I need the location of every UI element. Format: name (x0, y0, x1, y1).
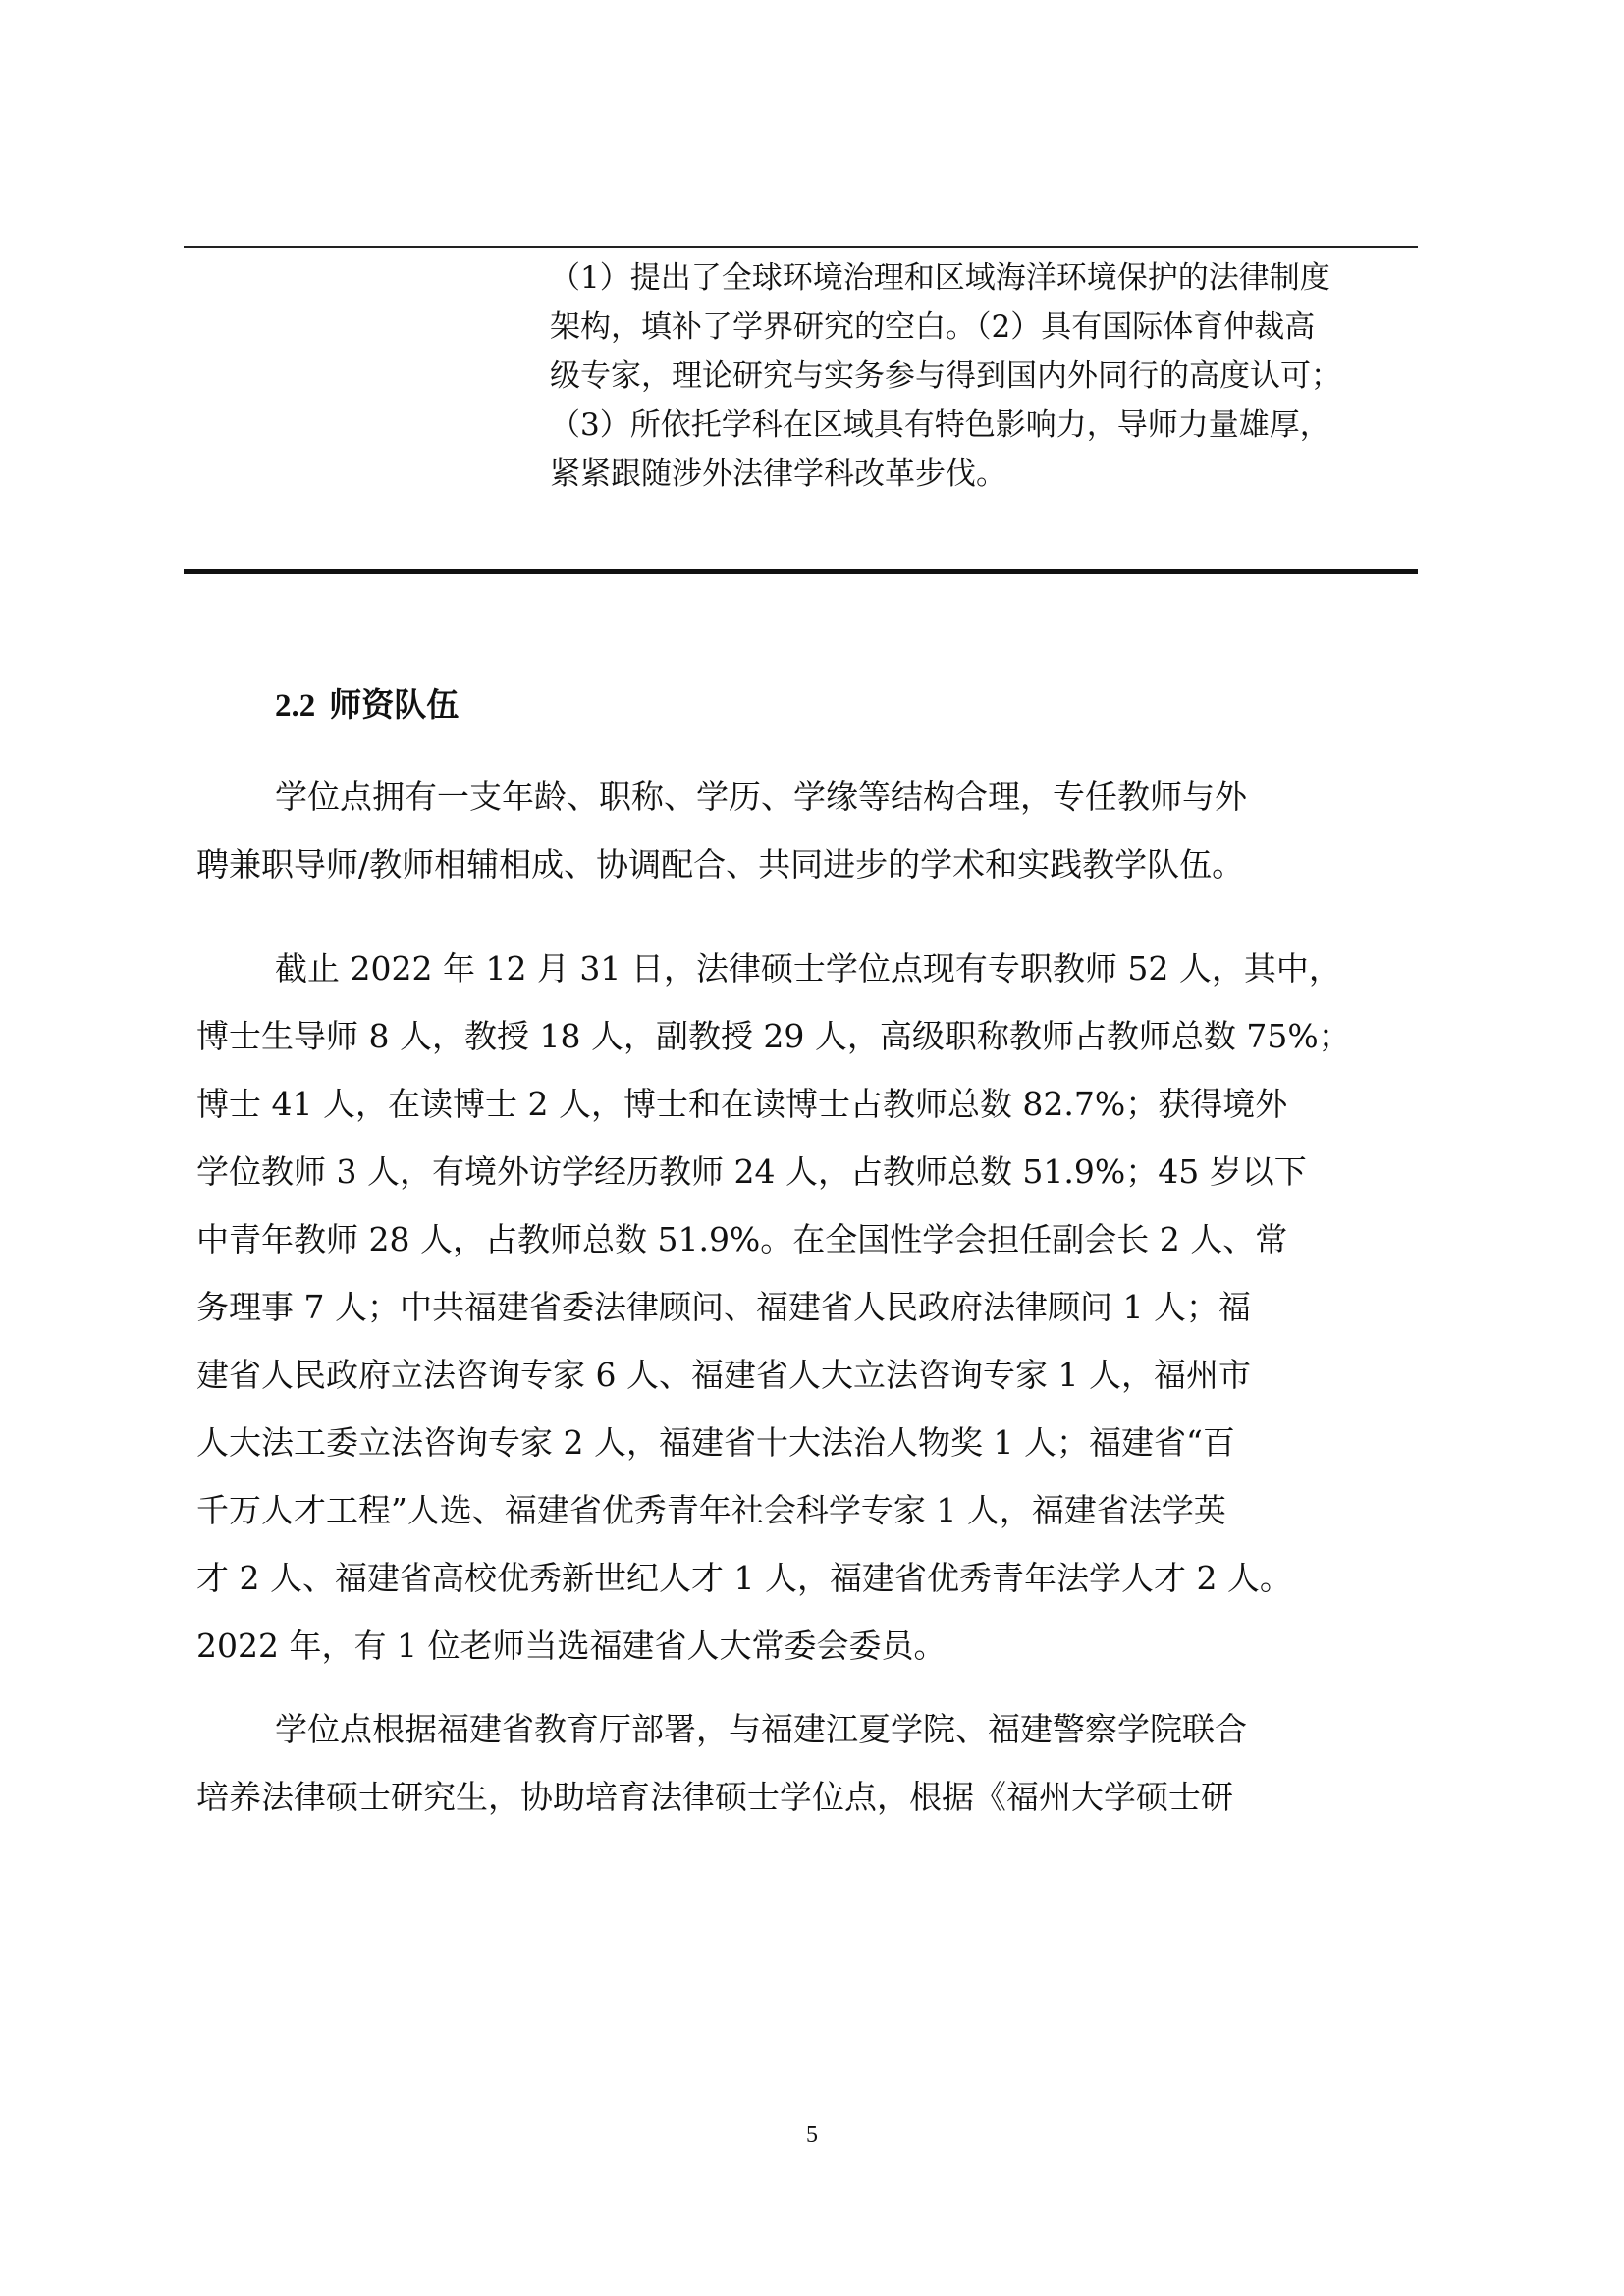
paragraph-line: 2022 年，有 1 位老师当选福建省人大常委会委员。 (196, 1627, 947, 1665)
paragraph-line: 人大法工委立法咨询专家 2 人，福建省十大法治人物奖 1 人；福建省“百 (196, 1423, 1235, 1462)
paragraph-line: 培养法律硕士研究生，协助培育法律硕士学位点，根据《福州大学硕士研 (196, 1778, 1233, 1816)
paragraph-line: 务理事 7 人；中共福建省委法律顾问、福建省人民政府法律顾问 1 人；福 (196, 1288, 1251, 1326)
paragraph (196, 934, 1434, 1680)
table-cell-line: 紧紧跟随涉外法律学科改革步伐。 (550, 456, 1006, 492)
paragraph-line: 聘兼职导师/教师相辅相成、协调配合、共同进步的学术和实践教学队伍。 (196, 845, 1245, 883)
paragraph-line: 截止 2022 年 12 月 31 日，法律硕士学位点现有专职教师 52 人，其中， (275, 949, 1341, 988)
table-cell-line: （3）所依托学科在区域具有特色影响力，导师力量雄厚， (550, 407, 1330, 443)
paragraph (196, 1695, 1434, 1831)
paragraph-line: 学位点拥有一支年龄、职称、学历、学缘等结构合理，专任教师与外 (275, 777, 1247, 816)
paragraph (196, 763, 1434, 898)
paragraph-line: 建省人民政府立法咨询专家 6 人、福建省人大立法咨询专家 1 人，福州市 (196, 1356, 1251, 1394)
section-title: 师资队伍 (329, 685, 460, 723)
table-cell-line: 架构，填补了学界研究的空白。（2）具有国际体育仲裁高 (550, 309, 1316, 345)
paragraph-line: 博士生导师 8 人，教授 18 人，副教授 29 人，高级职称教师占教师总数 75%； (196, 1017, 1351, 1055)
table-cell-line: （1）提出了全球环境治理和区域海洋环境保护的法律制度 (550, 260, 1330, 295)
paragraph-line: 学位点根据福建省教育厅部署，与福建江夏学院、福建警察学院联合 (275, 1710, 1247, 1748)
page-number: 5 (806, 2122, 818, 2148)
section-heading (275, 679, 459, 725)
paragraph-line: 中青年教师 28 人，占教师总数 51.9%。在全国性学会担任副会长 2 人、常 (196, 1220, 1288, 1258)
table-cell-line: 级专家，理论研究与实务参与得到国内外同行的高度认可； (550, 358, 1341, 394)
table-top-rule (184, 246, 1418, 248)
section-number: 2.2 (275, 688, 316, 723)
paragraph-line: 才 2 人、福建省高校优秀新世纪人才 1 人，福建省优秀青年法学人才 2 人。 (196, 1559, 1292, 1597)
paragraph-line: 千万人才工程”人选、福建省优秀青年社会科学专家 1 人，福建省法学英 (196, 1491, 1226, 1529)
paragraph-line: 学位教师 3 人，有境外访学经历教师 24 人，占教师总数 51.9%；45 岁以下 (196, 1152, 1307, 1191)
paragraph-line: 博士 41 人，在读博士 2 人，博士和在读博士占教师总数 82.7%；获得境外 (196, 1085, 1288, 1123)
table-cell-text (550, 253, 1414, 499)
table-bottom-rule (184, 569, 1418, 574)
